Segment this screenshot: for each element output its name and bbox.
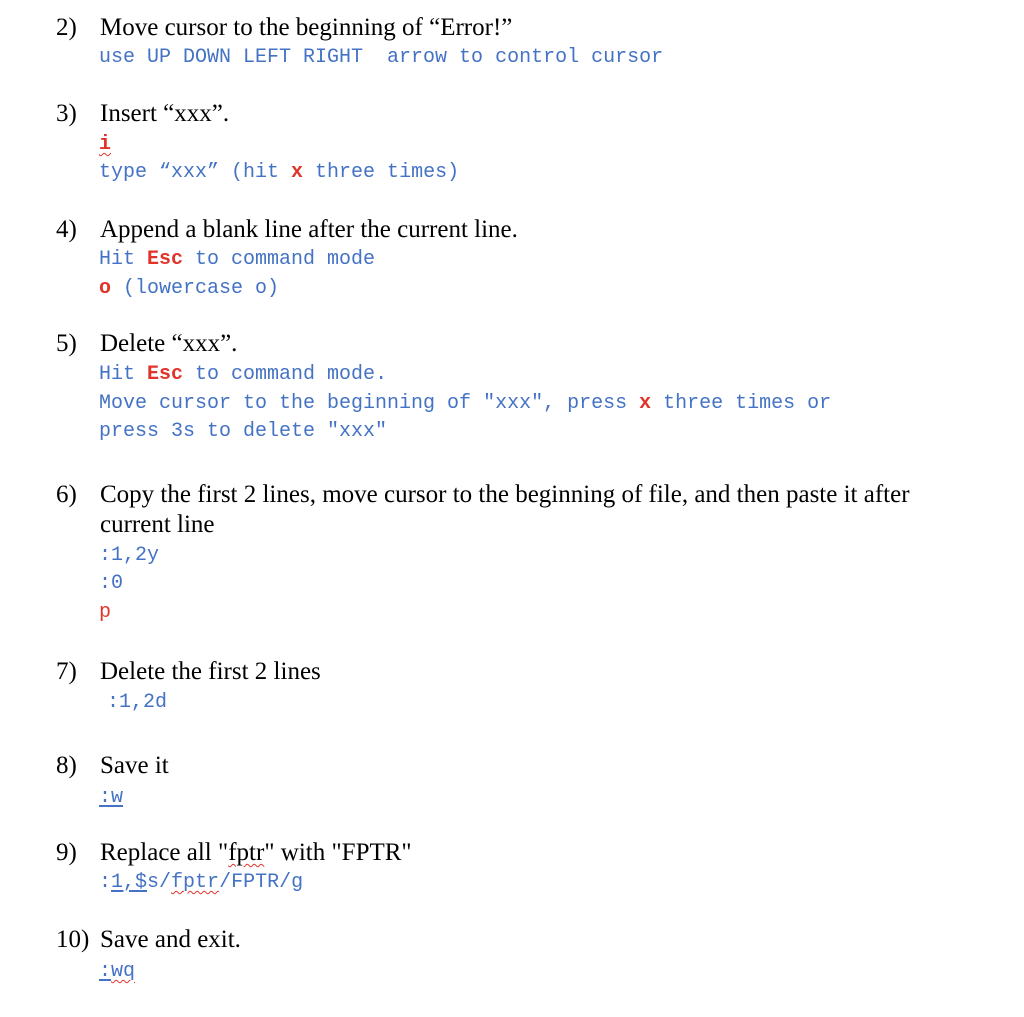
step-number: 3) [56,100,77,127]
step-4-instruction-1 [99,247,375,273]
step-3-command [99,132,111,158]
command-part: fptr [171,871,220,894]
step-5-instruction-2 [99,391,831,417]
step-4-instruction-2 [99,276,279,302]
instruction-text: Move cursor to the beginning of "xxx", press [99,392,640,415]
step-8-heading [56,751,169,781]
save-command: :w [99,786,124,809]
instruction-text: three times or [651,392,832,415]
step-5-heading [56,329,237,359]
step-text-part: Replace all " [100,839,229,866]
step-text [100,838,412,868]
step-6-yank-command: :1,2y [99,544,160,567]
key-esc: Esc [147,248,184,271]
instruction-text: Hit [99,363,148,386]
step-2-instruction: use UP DOWN LEFT RIGHT arrow to control cursor [99,46,664,69]
command-part: s/ [147,871,172,894]
step-number: 10) [56,926,90,953]
instruction-text: (lowercase o) [111,277,280,300]
step-number: 4) [56,216,77,243]
step-text: Delete “xxx”. [100,330,238,357]
instruction-text: to command mode. [183,363,388,386]
step-2-heading [56,13,512,43]
step-text: Copy the first 2 lines, move cursor to the beginning of file, and then paste it after current line [100,481,910,538]
command-part: : [99,871,112,894]
step-text: Insert “xxx”. [100,100,230,127]
step-10-command [99,959,135,985]
step-text: Delete the first 2 lines [100,658,321,685]
key-esc: Esc [147,363,184,386]
step-text: Save and exit. [100,926,241,953]
step-9-heading [56,838,412,868]
step-6-heading [56,480,936,540]
step-number: 2) [56,14,77,41]
paste-command: p [99,601,112,624]
key-x: x [291,161,304,184]
step-7-heading [56,657,321,687]
step-6-goto-command: :0 [99,572,124,595]
key-o: o [99,277,112,300]
step-number: 8) [56,752,77,779]
command-part: 1,$ [111,871,148,894]
step-4-heading [56,215,518,245]
step-number: 7) [56,658,77,685]
step-8-command [99,785,123,811]
instruction-text: Hit [99,248,148,271]
step-number: 5) [56,330,77,357]
command-part: : [99,960,112,983]
instruction-text: to command mode [183,248,376,271]
instruction-text: three times) [303,161,460,184]
step-9-command [99,870,303,896]
insert-command: i [99,133,112,156]
step-5-instruction-1 [99,362,387,388]
step-number: 9) [56,839,77,866]
step-3-heading [56,99,229,129]
step-6-paste-command [99,600,111,626]
step-10-heading [56,925,241,955]
key-x: x [639,392,652,415]
misspelled-word: fptr [228,839,265,866]
step-3-instruction [99,160,459,186]
step-number: 6) [56,481,77,508]
command-part: /FPTR/g [219,871,304,894]
step-text: Append a blank line after the current line. [100,216,518,243]
instruction-text: type “xxx” (hit [99,161,292,184]
step-text: Save it [100,752,169,779]
command-part: wq [111,960,136,983]
step-7-command: :1,2d [107,691,168,714]
step-5-instruction-3: press 3s to delete "xxx" [99,420,388,443]
step-text-part: " with "FPTR" [264,839,412,866]
step-text: Move cursor to the beginning of “Error!” [100,14,513,41]
